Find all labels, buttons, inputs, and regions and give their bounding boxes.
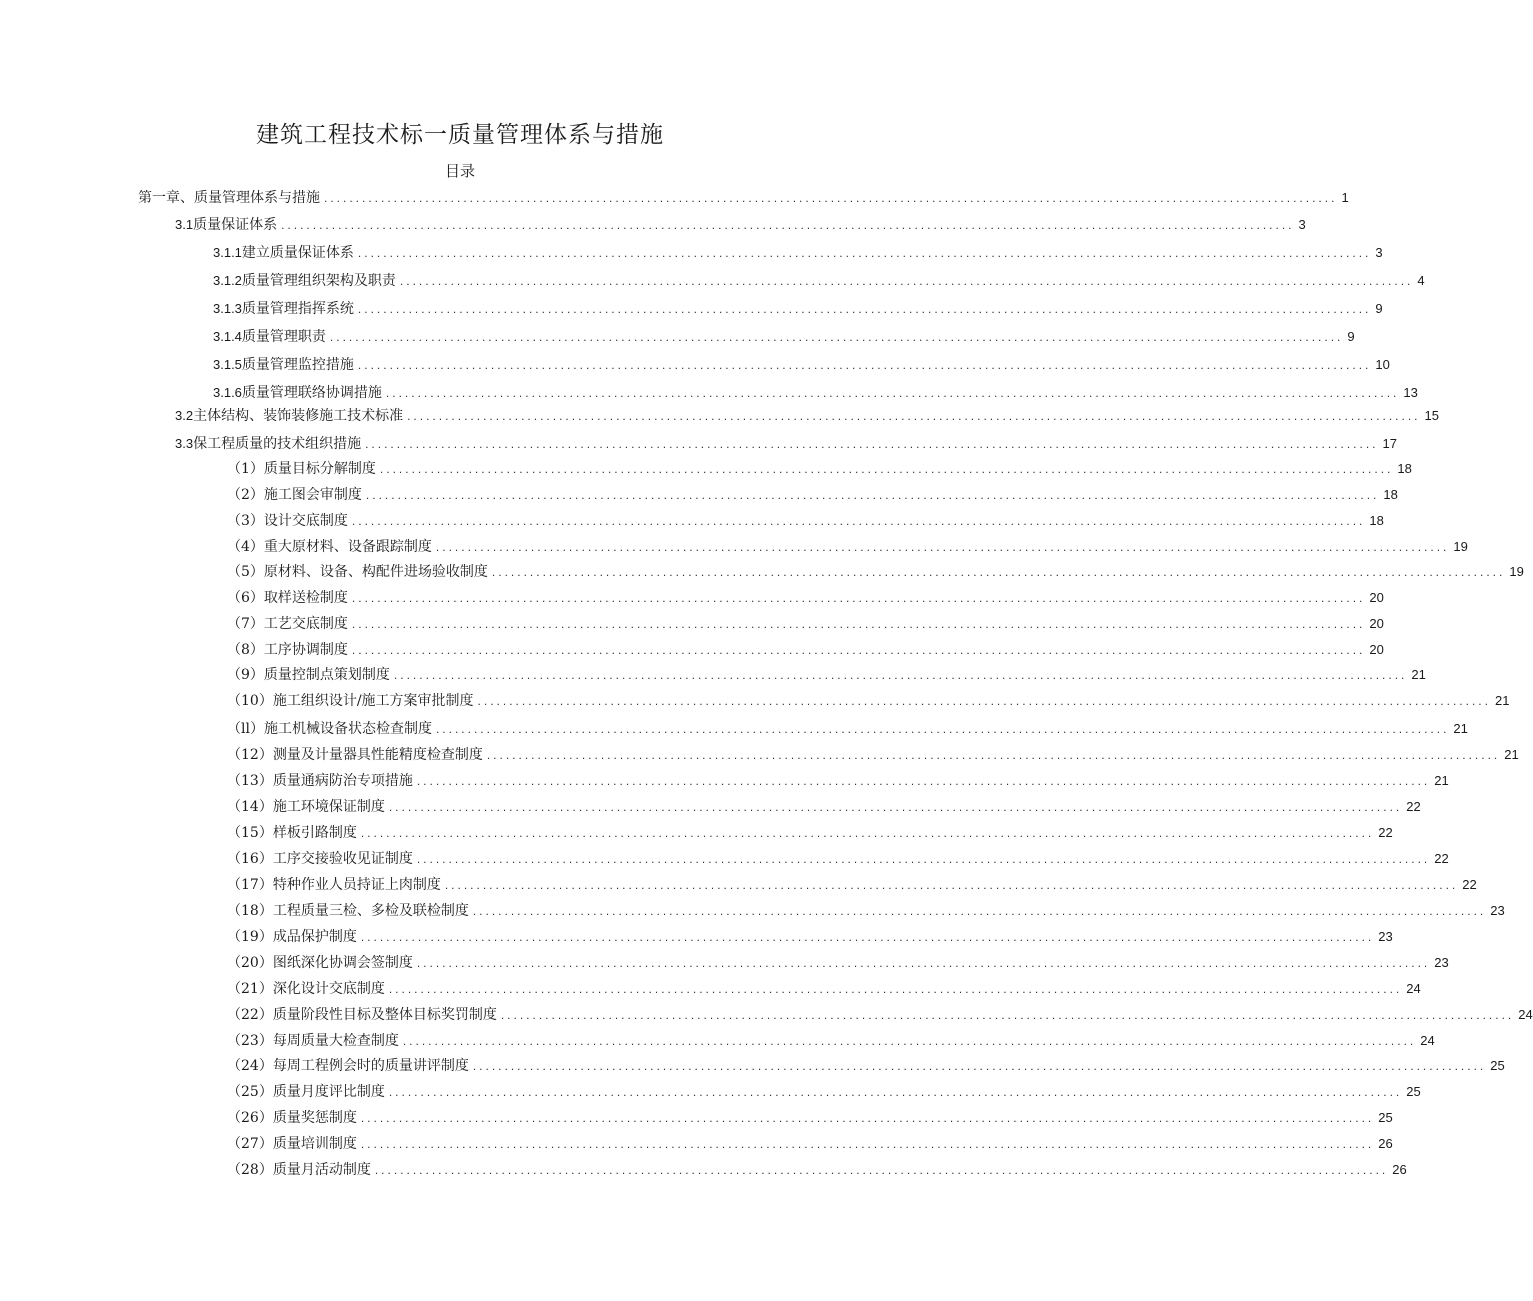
- toc-entry-label: 第一章、质量管理体系与措施: [138, 190, 320, 206]
- toc-leader-dots: ................................................................................................................................................................: [360, 1137, 1375, 1151]
- toc-entry[interactable]: [227, 637, 1384, 659]
- toc-entry-page: 19: [1453, 539, 1468, 554]
- toc-entry-label: 质量管理组织架构及职责: [241, 273, 396, 289]
- toc-entry-number: 3.1.4: [213, 329, 242, 344]
- toc-entry-label: （1）质量目标分解制度: [227, 461, 376, 477]
- toc-entry-page: 21: [1411, 667, 1426, 682]
- toc-entry[interactable]: [175, 431, 1397, 453]
- toc-entry[interactable]: [227, 768, 1449, 790]
- toc-entry-page: 23: [1378, 929, 1393, 944]
- toc-entry-label: （26）质量奖惩制度: [227, 1110, 357, 1126]
- toc-leader-dots: ................................................................................................................................................................: [388, 1085, 1403, 1099]
- toc-entry[interactable]: [227, 662, 1426, 684]
- toc-leader-dots: ................................................................................................................................................................: [472, 904, 1487, 918]
- toc-entry[interactable]: [227, 1028, 1435, 1050]
- toc-leader-dots: ................................................................................................................................................................: [351, 514, 1366, 528]
- toc-leader-dots: ................................................................................................................................................................: [500, 1008, 1515, 1022]
- toc-leader-dots: ................................................................................................................................................................: [329, 330, 1344, 344]
- toc-entry-label: 主体结构、装饰装修施工技术标准: [193, 408, 404, 424]
- toc-leader-dots: ................................................................................................................................................................: [324, 191, 1338, 205]
- toc-leader-dots: ................................................................................................................................................................: [435, 540, 1450, 554]
- toc-entry-label: 质量管理指挥系统: [241, 301, 354, 317]
- toc-leader-dots: ................................................................................................................................................................: [351, 591, 1366, 605]
- toc-leader-dots: ................................................................................................................................................................: [360, 826, 1375, 840]
- document-title: 建筑工程技术标一质量管理体系与措施: [256, 122, 664, 148]
- toc-entry[interactable]: [227, 456, 1412, 478]
- toc-entry[interactable]: [227, 976, 1421, 998]
- toc-entry[interactable]: [213, 240, 1383, 262]
- toc-entry-label: （9）质量控制点策划制度: [227, 667, 390, 683]
- toc-entry-page: 18: [1383, 487, 1398, 502]
- toc-entry-page: 22: [1434, 851, 1449, 866]
- toc-entry-page: 3: [1298, 217, 1306, 232]
- toc-entry-page: 18: [1369, 513, 1384, 528]
- toc-entry[interactable]: [227, 924, 1393, 946]
- toc-leader-dots: ................................................................................................................................................................: [385, 386, 1400, 400]
- toc-entry[interactable]: [227, 611, 1384, 633]
- toc-leader-dots: ................................................................................................................................................................: [357, 302, 1372, 316]
- toc-entry[interactable]: [213, 380, 1418, 402]
- toc-entry[interactable]: [227, 716, 1468, 738]
- toc-entry[interactable]: [227, 534, 1468, 556]
- toc-entry[interactable]: [227, 585, 1384, 607]
- toc-leader-dots: ................................................................................................................................................................: [365, 488, 1380, 502]
- toc-entry-page: 23: [1490, 903, 1505, 918]
- toc-entry-label: （18）工程质量三检、多检及联检制度: [227, 903, 469, 919]
- toc-leader-dots: ................................................................................................................................................................: [407, 409, 1421, 423]
- toc-entry[interactable]: [227, 846, 1449, 868]
- toc-entry-number: 3.1.1: [213, 245, 242, 260]
- toc-entry-page: 25: [1490, 1058, 1505, 1073]
- toc-entry-page: 26: [1378, 1136, 1393, 1151]
- toc-entry-label: 建立质量保证体系: [241, 245, 354, 261]
- toc-entry-page: 24: [1420, 1033, 1435, 1048]
- toc-entry[interactable]: [227, 508, 1384, 530]
- toc-entry-label: （5）原材料、设备、构配件进场验收制度: [227, 564, 488, 580]
- toc-entry-page: 19: [1509, 564, 1524, 579]
- toc-entry[interactable]: [227, 1105, 1393, 1127]
- toc-entry-label: （13）质量通病防治专项措施: [227, 773, 413, 789]
- toc-leader-dots: ................................................................................................................................................................: [360, 1111, 1375, 1125]
- toc-entry[interactable]: [227, 794, 1421, 816]
- toc-entry-label: （27）质量培训制度: [227, 1136, 357, 1152]
- toc-leader-dots: ................................................................................................................................................................: [472, 1059, 1487, 1073]
- toc-leader-dots: ................................................................................................................................................................: [351, 617, 1366, 631]
- toc-entry[interactable]: [213, 324, 1355, 346]
- toc-entry[interactable]: [227, 872, 1477, 894]
- toc-entry[interactable]: [227, 1053, 1505, 1075]
- toc-entry-page: 4: [1417, 273, 1425, 288]
- toc-leader-dots: ................................................................................................................................................................: [357, 246, 1372, 260]
- toc-entry-label: （7）工艺交底制度: [227, 616, 348, 632]
- toc-entry-label: （21）深化设计交底制度: [227, 981, 385, 997]
- toc-entry-label: （4）重大原材料、设备跟踪制度: [227, 539, 432, 555]
- toc-leader-dots: ................................................................................................................................................................: [393, 668, 1408, 682]
- toc-entry-label: （24）每周工程例会时的质量讲评制度: [227, 1058, 469, 1074]
- toc-entry-page: 24: [1406, 981, 1421, 996]
- toc-entry[interactable]: [213, 296, 1383, 318]
- toc-entry-page: 3: [1375, 245, 1383, 260]
- toc-entry[interactable]: [227, 950, 1449, 972]
- toc-entry[interactable]: [227, 1131, 1393, 1153]
- toc-entry[interactable]: [175, 212, 1306, 234]
- toc-entry-label: 质量保证体系: [193, 217, 278, 233]
- toc-entry-page: 24: [1518, 1007, 1533, 1022]
- toc-leader-dots: ................................................................................................................................................................: [402, 1034, 1417, 1048]
- toc-entry-label: （3）设计交底制度: [227, 513, 348, 529]
- toc-entry-label: （25）质量月度评比制度: [227, 1084, 385, 1100]
- toc-entry-label: （ll）施工机械设备状态检查制度: [227, 721, 432, 737]
- toc-entry-number: 3.3: [175, 436, 194, 451]
- toc-entry-page: 9: [1375, 301, 1383, 316]
- toc-entry-page: 22: [1406, 799, 1421, 814]
- toc-leader-dots: ................................................................................................................................................................: [374, 1163, 1389, 1177]
- toc-entry-label: （19）成品保护制度: [227, 929, 357, 945]
- toc-entry-label: （15）样板引路制度: [227, 825, 357, 841]
- toc-leader-dots: ................................................................................................................................................................: [388, 982, 1403, 996]
- toc-heading: 目录: [444, 162, 475, 180]
- toc-entry-number: 3.1.5: [213, 357, 242, 372]
- toc-entry[interactable]: [213, 352, 1390, 374]
- toc-leader-dots: ................................................................................................................................................................: [435, 722, 1450, 736]
- toc-entry-number: 3.1.3: [213, 301, 242, 316]
- toc-entry-label: （17）特种作业人员持证上肉制度: [227, 877, 441, 893]
- toc-leader-dots: ................................................................................................................................................................: [360, 930, 1375, 944]
- toc-leader-dots: ................................................................................................................................................................: [486, 748, 1501, 762]
- toc-entry-page: 21: [1453, 721, 1468, 736]
- toc-entry-label: 质量管理监控措施: [241, 357, 354, 373]
- toc-leader-dots: ................................................................................................................................................................: [388, 800, 1403, 814]
- toc-entry-label: （2）施工图会审制度: [227, 487, 362, 503]
- toc-entry[interactable]: [227, 559, 1524, 581]
- toc-entry-page: 26: [1392, 1162, 1407, 1177]
- toc-leader-dots: ................................................................................................................................................................: [416, 956, 1431, 970]
- toc-entry[interactable]: [227, 688, 1510, 710]
- toc-entry-number: 3.2: [175, 408, 194, 423]
- toc-entry-label: （10）施工组织设计/施工方案审批制度: [227, 693, 474, 709]
- toc-entry[interactable]: [227, 1157, 1407, 1179]
- toc-entry-label: （20）图纸深化协调会签制度: [227, 955, 413, 971]
- toc-entry-page: 1: [1341, 190, 1349, 205]
- toc-entry-page: 21: [1494, 693, 1510, 708]
- toc-entry-number: 3.1.6: [213, 385, 242, 400]
- toc-entry-label: 质量管理职责: [241, 329, 326, 345]
- toc-entry[interactable]: [227, 820, 1393, 842]
- toc-leader-dots: ................................................................................................................................................................: [444, 878, 1459, 892]
- toc-leader-dots: ................................................................................................................................................................: [416, 852, 1431, 866]
- toc-entry-label: （28）质量月活动制度: [227, 1162, 371, 1178]
- toc-leader-dots: ................................................................................................................................................................: [477, 694, 1491, 708]
- toc-entry-page: 22: [1462, 877, 1477, 892]
- toc-entry-page: 22: [1378, 825, 1393, 840]
- toc-entry[interactable]: [227, 1079, 1421, 1101]
- toc-entry-label: 保工程质量的技术组织措施: [193, 436, 362, 452]
- toc-entry-label: （22）质量阶段性目标及整体目标奖罚制度: [227, 1007, 497, 1023]
- toc-entry[interactable]: [227, 898, 1505, 920]
- toc-entry-label: （8）工序协调制度: [227, 642, 348, 658]
- toc-entry[interactable]: [227, 482, 1398, 504]
- toc-entry-page: 17: [1382, 436, 1397, 451]
- toc-leader-dots: ................................................................................................................................................................: [281, 218, 1295, 232]
- toc-entry[interactable]: [138, 185, 1349, 207]
- toc-leader-dots: ................................................................................................................................................................: [399, 274, 1414, 288]
- toc-entry-page: 20: [1369, 590, 1384, 605]
- toc-entry-page: 20: [1369, 616, 1384, 631]
- toc-entry-page: 18: [1397, 461, 1412, 476]
- toc-entry-page: 25: [1406, 1084, 1421, 1099]
- toc-entry-page: 21: [1504, 747, 1519, 762]
- toc-entry-page: 20: [1369, 642, 1384, 657]
- toc-entry-page: 23: [1434, 955, 1449, 970]
- toc-entry-label: （23）每周质量大检查制度: [227, 1033, 399, 1049]
- toc-leader-dots: ................................................................................................................................................................: [357, 358, 1372, 372]
- toc-entry-label: （14）施工环境保证制度: [227, 799, 385, 815]
- toc-entry-page: 15: [1424, 408, 1439, 423]
- toc-entry-label: （12）测量及计量器具性能精度检查制度: [227, 747, 483, 763]
- toc-entry-page: 21: [1434, 773, 1449, 788]
- toc-leader-dots: ................................................................................................................................................................: [365, 437, 1379, 451]
- toc-leader-dots: ................................................................................................................................................................: [491, 565, 1506, 579]
- toc-entry[interactable]: [227, 742, 1519, 764]
- toc-leader-dots: ................................................................................................................................................................: [379, 462, 1394, 476]
- toc-entry-label: 质量管理联络协调措施: [241, 385, 382, 401]
- toc-entry[interactable]: [227, 1002, 1533, 1024]
- toc-leader-dots: ................................................................................................................................................................: [416, 774, 1431, 788]
- toc-entry-label: （6）取样送检制度: [227, 590, 348, 606]
- toc-entry-page: 10: [1375, 357, 1390, 372]
- toc-entry-page: 13: [1403, 385, 1418, 400]
- toc-entry-number: 3.1: [175, 217, 194, 232]
- toc-entry[interactable]: [175, 403, 1439, 425]
- toc-entry[interactable]: [213, 268, 1425, 290]
- toc-entry-number: 3.1.2: [213, 273, 242, 288]
- toc-entry-page: 25: [1378, 1110, 1393, 1125]
- toc-leader-dots: ................................................................................................................................................................: [351, 643, 1366, 657]
- toc-entry-label: （16）工序交接验收见证制度: [227, 851, 413, 867]
- toc-entry-page: 9: [1347, 329, 1355, 344]
